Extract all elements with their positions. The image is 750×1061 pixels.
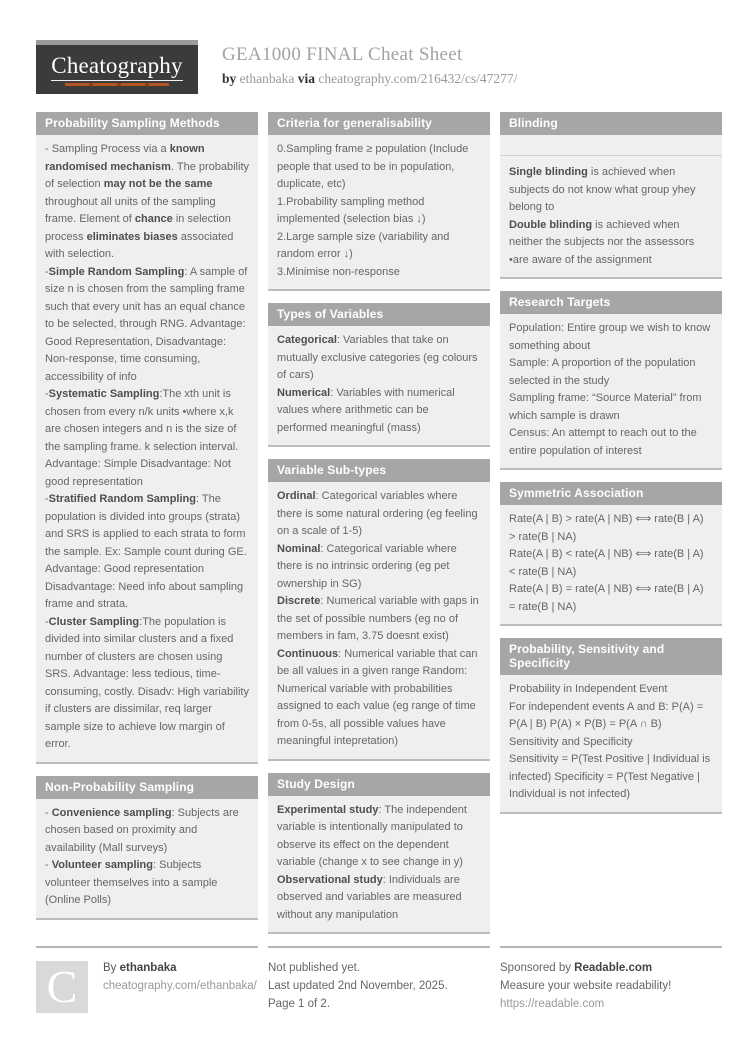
footer-author-cell <box>36 946 258 1013</box>
section-symmetric-association <box>500 482 722 626</box>
section-title: Blinding <box>500 112 722 135</box>
footer-publish-cell <box>268 946 490 1013</box>
column-3 <box>500 112 722 826</box>
section-row: Observational study: Individuals are observed and variables are measured without any manipulation <box>277 873 462 921</box>
author-link[interactable]: ethanbaka <box>239 71 295 86</box>
section-row: - Convenience sampling: Subjects are chosen based on proximity and availability (Mall surveys) <box>45 806 239 854</box>
section-title: Variable Sub-types <box>268 459 490 482</box>
section-row: Rate(A | B) > rate(A | NB) ⟺ rate(B | A) > rate(B | NA) <box>509 513 704 543</box>
section-row: Discrete: Numerical variable with gaps in the set of possible numbers (eg no of members in fam, 3.75 doesnt exist) <box>277 595 479 642</box>
section-row: Double blinding is achieved when neither the subjects nor the assessors •are aware of the assignment <box>509 218 695 266</box>
sponsor-line <box>500 959 722 977</box>
section-row: -Simple Random Sampling: A sample of size n is chosen from the sampling frame such that every unit has an equal chance to be selected, through RNG. Advantage: Good Representation, Disadvantage: Non-response, time consuming, accessibility of info <box>45 265 248 383</box>
section-body <box>36 135 258 764</box>
section-row: Rate(A | B) < rate(A | NB) ⟺ rate(B | A) < rate(B | NA) <box>509 548 704 578</box>
section-title: Probability Sampling Methods <box>36 112 258 135</box>
section-row: 3.Minimise non-response <box>277 265 400 278</box>
column-2 <box>268 112 490 946</box>
logo-box <box>36 45 198 94</box>
sponsor-prefix: Sponsored by <box>500 962 575 974</box>
content-columns <box>36 112 722 946</box>
section-row: Population: Entire group we wish to know something about <box>509 322 711 352</box>
page-header <box>36 40 722 94</box>
section-row: Probability in Independent Event <box>509 683 668 695</box>
footer-author-name[interactable]: ethanbaka <box>119 962 177 974</box>
section-row: Continuous: Numerical variable that can be all values in a given range Random: Numerical variable with probabilities assigned to each value (eg range of time from 0-5s, all possible values have meaningful intepretation) <box>277 647 478 747</box>
section-row: Nominal: Categorical variable where there is no intrinsic ordering (eg pet ownership in SG) <box>277 542 457 590</box>
section-title: Symmetric Association <box>500 482 722 505</box>
section-row: Numerical: Variables with numerical values where arithmetic can be performed meaningful (mass) <box>277 386 455 434</box>
logo-orange-underline <box>65 83 168 86</box>
section-row: Rate(A | B) = rate(A | NB) ⟺ rate(B | A) = rate(B | NA) <box>509 583 704 613</box>
column-1 <box>36 112 258 932</box>
header-text <box>222 40 517 87</box>
section-row: 2.Large sample size (variability and random error ↓) <box>277 230 450 260</box>
section-body <box>268 482 490 761</box>
author-avatar[interactable]: C <box>36 961 88 1013</box>
section-body <box>268 796 490 935</box>
section-row: -Stratified Random Sampling: The population is divided into groups (strata) and SRS is applied to each strata to form the sample. Ex: Sample count during GE. Advantage: Good representation Disadvantage: Need info about sampling frame and strata. <box>45 493 247 610</box>
section-empty-row <box>500 141 722 156</box>
sponsor-tagline: Measure your website readability! <box>500 980 672 992</box>
section-title: Types of Variables <box>268 303 490 326</box>
section-row: Categorical: Variables that take on mutually exclusive categories (eg colours of cars) <box>277 334 478 381</box>
section-criteria-for-generalisability <box>268 112 490 291</box>
section-body <box>268 326 490 447</box>
byline-by-label: by <box>222 71 237 86</box>
byline-via-label: via <box>297 71 315 86</box>
section-title: Probability, Sensitivity and Specificity <box>500 638 722 675</box>
section-row: Sensitivity and Specificity <box>509 735 633 748</box>
section-study-design <box>268 773 490 935</box>
section-row: Sample: A proportion of the population selected in the study <box>509 357 696 387</box>
section-title: Research Targets <box>500 291 722 314</box>
section-row: -Cluster Sampling:The population is divided into similar clusters and a fixed number of clusters are chosen using SRS. Advantage: less tedious, time-consuming, costly. Disadv: High variability if clusters are dissimilar, req larger sample size to achieve low margin of error. <box>45 615 249 750</box>
source-link[interactable]: cheatography.com/216432/cs/47277/ <box>318 71 518 86</box>
section-row: For independent events A and B: P(A) = P(A | B) P(A) × P(B) = P(A ∩ B) <box>509 700 704 730</box>
section-title: Non-Probability Sampling <box>36 776 258 799</box>
section-row: Census: An attempt to reach out to the entire population of interest <box>509 427 697 457</box>
section-research-targets <box>500 291 722 470</box>
section-body <box>500 675 722 814</box>
footer-by-line <box>103 959 257 977</box>
last-updated: Last updated 2nd November, 2025. <box>268 980 448 992</box>
page-footer <box>36 946 722 1013</box>
section-title: Study Design <box>268 773 490 796</box>
section-row: -Systematic Sampling:The xth unit is chosen from every n/k units •where x,k are chosen integers and n is the size of the sampling frame. k selection interval. Advantage: Simple Disadvantage: Not good representation <box>45 388 239 488</box>
section-row: 0.Sampling frame ≥ population (Include people that used to be in population, duplicate, etc) <box>277 143 469 190</box>
section-row: - Volunteer sampling: Subjects volunteer themselves into a sample (Online Polls) <box>45 859 218 906</box>
section-row: Sensitivity = P(Test Positive | Individual is infected) Specificity = P(Test Negative | Individual is not infected) <box>509 753 711 800</box>
section-row: Single blinding is achieved when subjects do not know what group yhey belong to <box>509 166 696 213</box>
section-variable-sub-types <box>268 459 490 761</box>
logo-wordmark: Cheatography <box>51 53 182 81</box>
page-title: GEA1000 FINAL Cheat Sheet <box>222 44 463 65</box>
section-body <box>500 505 722 626</box>
section-row: Sampling frame: “Source Material” from which sample is drawn <box>509 392 702 422</box>
section-row: 1.Probability sampling method implemented (selection bias ↓) <box>277 195 426 225</box>
section-body <box>500 135 722 279</box>
footer-sponsor-cell <box>500 946 722 1013</box>
section-probability-sampling-methods <box>36 112 258 764</box>
footer-by-label: By <box>103 962 120 974</box>
footer-profile-link[interactable]: cheatography.com/ethanbaka/ <box>103 980 257 992</box>
section-body <box>500 314 722 470</box>
sponsor-url-link[interactable]: https://readable.com <box>500 998 605 1010</box>
section-body <box>268 135 490 291</box>
page-indicator: Page 1 of 2. <box>268 998 331 1010</box>
section-types-of-variables <box>268 303 490 447</box>
section-title: Criteria for generalisability <box>268 112 490 135</box>
byline <box>222 71 517 87</box>
section-row: Ordinal: Categorical variables where there is some natural ordering (eg feeling on a scale of 1-5) <box>277 490 478 537</box>
section-blinding <box>500 112 722 279</box>
section-non-probability-sampling <box>36 776 258 920</box>
footer-author-meta <box>103 959 257 1013</box>
sponsor-name[interactable]: Readable.com <box>574 962 653 974</box>
section-body <box>36 799 258 920</box>
cheatography-logo[interactable] <box>36 40 198 94</box>
section-probability-sensitivity-specificity <box>500 638 722 814</box>
section-row: - Sampling Process via a known randomised mechanism. The probability of selection may not be the same throughout all units of the sampling frame. Element of chance in selection process eliminates biases associated with selection. <box>45 143 250 260</box>
section-row: Experimental study: The independent variable is intentionally manipulated to observe its effect on the dependent variable (change x to see change in y) <box>277 803 467 868</box>
publish-status: Not published yet. <box>268 962 361 974</box>
